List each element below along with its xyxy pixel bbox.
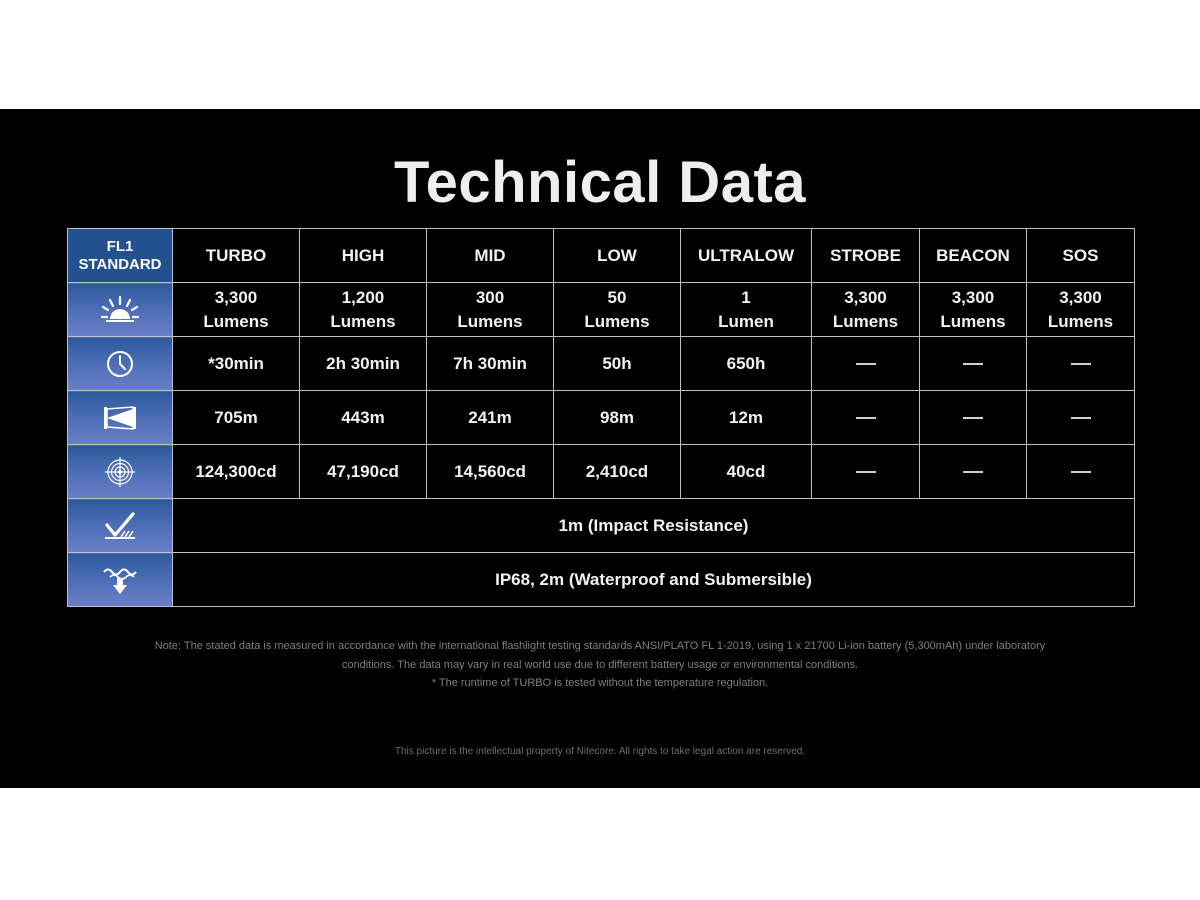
distance-cell: 443m	[300, 391, 427, 445]
distance-cell: 98m	[554, 391, 681, 445]
footnote-line-3: * The runtime of TURBO is tested without the temperature regulation.	[431, 677, 769, 689]
intensity-cell	[920, 445, 1027, 499]
brightness-icon	[68, 283, 173, 337]
mode-header: MID	[427, 229, 554, 283]
distance-cell	[812, 391, 920, 445]
footnote-line-1: Note: The stated data is measured in accordance with the international flashlight testing standards ANSI/PLATO FL 1-2019, using 1 x 21700 Li-ion battery (5,300mAh) under laboratory	[154, 640, 1046, 652]
impact-resistance-icon	[68, 499, 173, 553]
distance-cell: 241m	[427, 391, 554, 445]
impact-value: 1m (Impact Resistance)	[173, 499, 1135, 553]
output-cell: 3,300 Lumens	[812, 283, 920, 337]
output-cell: 300 Lumens	[427, 283, 554, 337]
waterproof-row	[68, 553, 1135, 607]
waterproof-value: IP68, 2m (Waterproof and Submersible)	[173, 553, 1135, 607]
dash-mark	[1071, 363, 1091, 365]
distance-cell: 705m	[173, 391, 300, 445]
peak-intensity-icon	[68, 445, 173, 499]
mode-header: ULTRALOW	[681, 229, 812, 283]
output-row	[68, 283, 1135, 337]
output-cell: 1 Lumen	[681, 283, 812, 337]
dash-mark	[856, 471, 876, 473]
spec-table	[67, 228, 1135, 607]
page-title: Technical Data	[393, 150, 807, 215]
distance-cell	[920, 391, 1027, 445]
mode-header: TURBO	[173, 229, 300, 283]
mode-header: HIGH	[300, 229, 427, 283]
clock-icon	[68, 337, 173, 391]
runtime-cell: 7h 30min	[427, 337, 554, 391]
runtime-cell	[812, 337, 920, 391]
dash-mark	[1071, 417, 1091, 419]
distance-row	[68, 391, 1135, 445]
mode-header: SOS	[1027, 229, 1135, 283]
output-cell: 1,200 Lumens	[300, 283, 427, 337]
intensity-row	[68, 445, 1135, 499]
intensity-cell	[812, 445, 920, 499]
output-cell: 3,300 Lumens	[1027, 283, 1135, 337]
dash-mark	[963, 471, 983, 473]
waterproof-icon	[68, 553, 173, 607]
distance-cell	[1027, 391, 1135, 445]
output-cell: 3,300 Lumens	[173, 283, 300, 337]
dash-mark	[856, 417, 876, 419]
footnote	[60, 637, 1140, 693]
corner-cell	[68, 229, 173, 283]
corner-line-2: STANDARD	[78, 255, 162, 273]
header-row	[68, 229, 1135, 283]
runtime-cell: 50h	[554, 337, 681, 391]
dash-mark	[963, 417, 983, 419]
dash-mark	[1071, 471, 1091, 473]
runtime-cell: 2h 30min	[300, 337, 427, 391]
runtime-row	[68, 337, 1135, 391]
runtime-cell	[920, 337, 1027, 391]
intensity-cell: 40cd	[681, 445, 812, 499]
intensity-cell	[1027, 445, 1135, 499]
intensity-cell: 2,410cd	[554, 445, 681, 499]
mode-header: BEACON	[920, 229, 1027, 283]
dash-mark	[856, 363, 876, 365]
copyright-notice: This picture is the intellectual property of Nitecore. All rights to take legal action are reserved.	[394, 746, 806, 757]
output-cell: 3,300 Lumens	[920, 283, 1027, 337]
runtime-cell: *30min	[173, 337, 300, 391]
intensity-cell: 14,560cd	[427, 445, 554, 499]
distance-cell: 12m	[681, 391, 812, 445]
footnote-line-2: conditions. The data may vary in real world use due to different battery usage or environmental conditions.	[341, 658, 859, 671]
impact-row	[68, 499, 1135, 553]
runtime-cell: 650h	[681, 337, 812, 391]
mode-header: STROBE	[812, 229, 920, 283]
intensity-cell: 124,300cd	[173, 445, 300, 499]
mode-header: LOW	[554, 229, 681, 283]
beam-distance-icon	[68, 391, 173, 445]
runtime-cell	[1027, 337, 1135, 391]
intensity-cell: 47,190cd	[300, 445, 427, 499]
output-cell: 50 Lumens	[554, 283, 681, 337]
dash-mark	[963, 363, 983, 365]
corner-line-1: FL1	[106, 237, 134, 255]
